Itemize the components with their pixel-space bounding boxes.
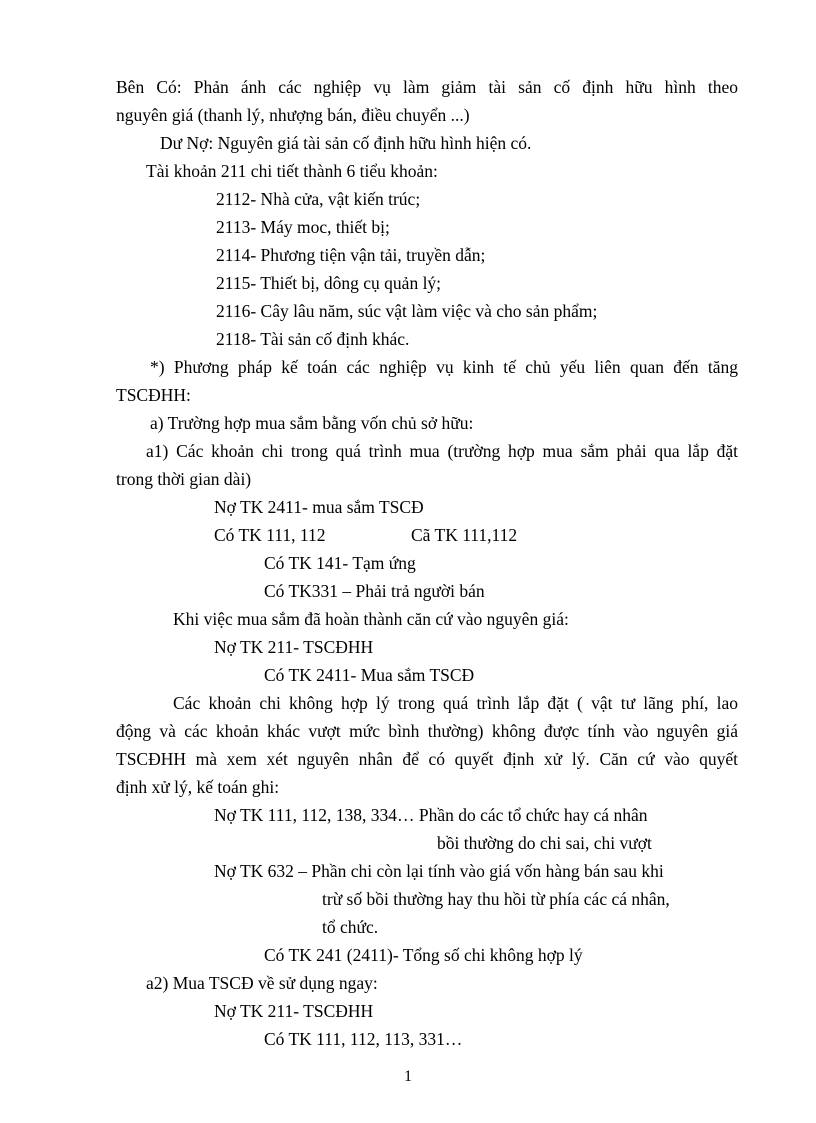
text-line: Nợ TK 211- TSCĐHH (214, 1001, 374, 1021)
text-line: 2115- Thiết bị, dông cụ quản lý; (216, 273, 442, 293)
text-line: Nợ TK 211- TSCĐHH (214, 637, 374, 657)
text-line: Có TK 111, 112 (214, 525, 326, 545)
text-line: định xử lý, kế toán ghi: (116, 777, 280, 797)
text-line: Dư Nợ: Nguyên giá tài sản cố định hữu hình hiện có. (160, 133, 532, 153)
text-line: TSCĐHH mà xem xét nguyên nhân để có quyết định xử lý. Căn cứ vào quyết (116, 749, 738, 769)
text-line: Nợ TK 632 – Phần chi còn lại tính vào giá vốn hàng bán sau khi (214, 861, 664, 881)
text-line: *) Phương pháp kế toán các nghiệp vụ kinh tế chủ yếu liên quan đến tăng (150, 357, 738, 377)
text-line: 2118- Tài sản cố định khác. (216, 329, 410, 349)
text-line: 2116- Cây lâu năm, súc vật làm việc và cho sản phẩm; (216, 301, 598, 321)
text-line: Có TK 141- Tạm ứng (264, 553, 416, 573)
text-line: Bên Có: Phản ánh các nghiệp vụ làm giảm tài sản cố định hữu hình theo (116, 77, 738, 97)
text-line: a1) Các khoản chi trong quá trình mua (trường hợp mua sắm phải qua lắp đặt (146, 441, 738, 461)
text-line: trừ số bồi thường hay thu hồi từ phía các cá nhân, (322, 889, 670, 909)
text-line: TSCĐHH: (116, 385, 191, 405)
text-line: Các khoản chi không hợp lý trong quá trình lắp đặt ( vật tư lãng phí, lao (173, 693, 738, 713)
page-number: 1 (404, 1068, 412, 1085)
text-line: 2114- Phương tiện vận tải, truyền dẫn; (216, 245, 486, 265)
text-line: 2112- Nhà cửa, vật kiến trúc; (216, 189, 421, 209)
text-line: Nợ TK 111, 112, 138, 334… Phần do các tổ chức hay cá nhân (214, 805, 648, 825)
text-line: Có TK 2411- Mua sắm TSCĐ (264, 665, 475, 685)
text-line: a2) Mua TSCĐ về sử dụng ngay: (146, 973, 378, 993)
text-line: nguyên giá (thanh lý, nhượng bán, điều chuyển ...) (116, 105, 470, 125)
text-line: bồi thường do chi sai, chi vượt (437, 833, 652, 853)
text-line: Cã TK 111,112 (411, 525, 518, 545)
text-line: tổ chức. (322, 917, 379, 937)
text-line: động và các khoản khác vượt mức bình thường) không được tính vào nguyên giá (116, 721, 738, 741)
text-line: a) Trường hợp mua sắm bằng vốn chủ sở hữu: (150, 413, 474, 433)
text-line: trong thời gian dài) (116, 469, 252, 489)
text-line: Có TK331 – Phải trả người bán (264, 581, 485, 601)
text-line: Nợ TK 2411- mua sắm TSCĐ (214, 497, 424, 517)
text-line: Khi việc mua sắm đã hoàn thành căn cứ vào nguyên giá: (173, 609, 569, 629)
text-line: Có TK 241 (2411)- Tổng số chi không hợp lý (264, 945, 583, 965)
text-line: Tài khoản 211 chi tiết thành 6 tiểu khoản: (146, 161, 438, 181)
text-line: 2113- Máy moc, thiết bị; (216, 217, 390, 237)
text-line: Có TK 111, 112, 113, 331… (264, 1029, 463, 1049)
